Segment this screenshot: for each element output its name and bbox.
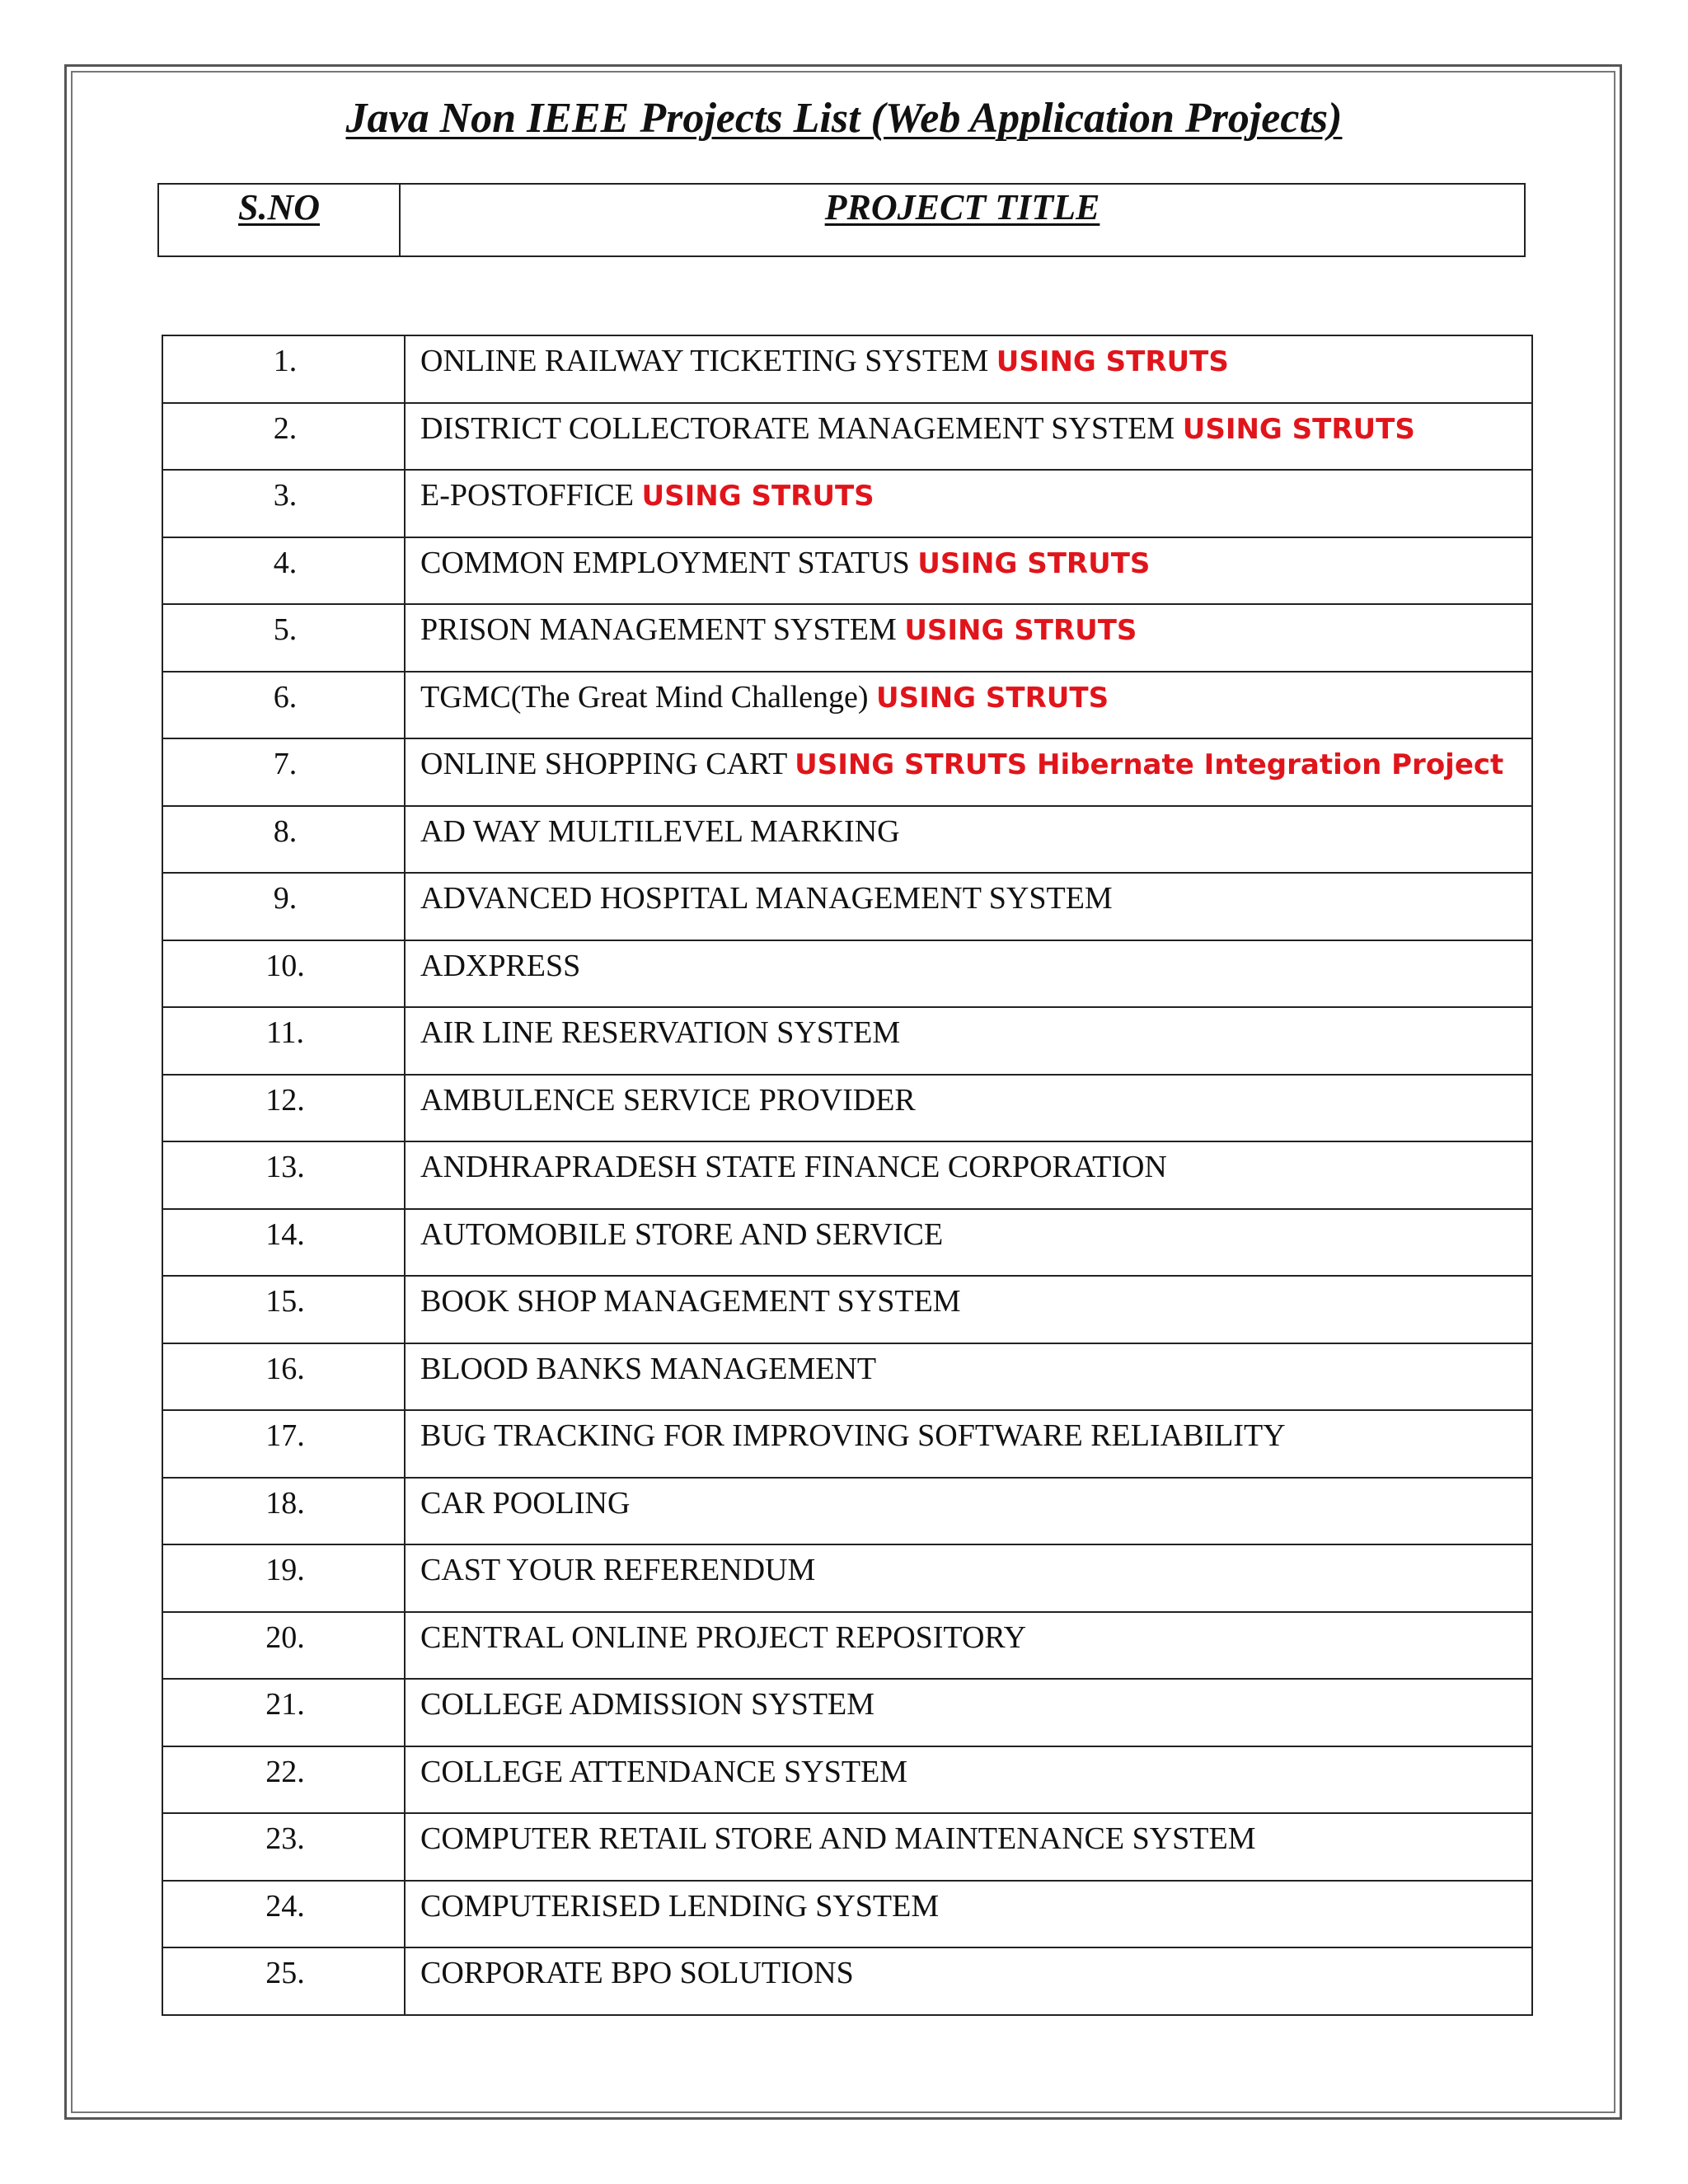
header-sno: S.NO (159, 185, 401, 255)
row-title-cell (406, 1948, 1531, 2014)
row-number: 11. (163, 1008, 406, 1074)
table-row (163, 471, 1531, 538)
technology-tag: USING STRUTS (641, 480, 874, 513)
table-row (163, 1411, 1531, 1479)
row-title-cell (406, 1411, 1531, 1477)
project-title: TGMC(The Great Mind Challenge) (420, 679, 869, 715)
project-title: CAST YOUR REFERENDUM (420, 1553, 816, 1587)
project-title: COMPUTER RETAIL STORE AND MAINTENANCE SYSTEM (420, 1821, 1256, 1856)
row-number: 16. (163, 1344, 406, 1410)
row-title-cell (406, 1882, 1531, 1947)
row-title-cell (406, 1344, 1531, 1410)
row-title-cell (406, 1076, 1531, 1141)
row-number: 7. (163, 739, 406, 805)
project-title: CENTRAL ONLINE PROJECT REPOSITORY (420, 1619, 1027, 1655)
table-row (163, 1142, 1531, 1210)
technology-tag: USING STRUTS (1182, 412, 1415, 446)
project-title: ONLINE RAILWAY TICKETING SYSTEM (420, 344, 989, 378)
row-title-cell (406, 336, 1531, 402)
project-title: COMPUTERISED LENDING SYSTEM (420, 1888, 940, 1924)
project-title: BOOK SHOP MANAGEMENT SYSTEM (420, 1284, 961, 1319)
row-title-cell (406, 1545, 1531, 1611)
table-row (163, 1948, 1531, 2016)
project-title: ONLINE SHOPPING CART (420, 747, 787, 781)
row-title-cell (406, 605, 1531, 671)
table-row (163, 739, 1531, 807)
row-number: 22. (163, 1747, 406, 1813)
row-number: 12. (163, 1076, 406, 1141)
project-title: CORPORATE BPO SOLUTIONS (420, 1956, 854, 1990)
row-title-cell (406, 739, 1531, 805)
row-title-cell (406, 673, 1531, 738)
row-number: 25. (163, 1948, 406, 2014)
table-row (163, 1479, 1531, 1546)
row-number: 17. (163, 1411, 406, 1477)
table-row (163, 1882, 1531, 1949)
project-title: ADXPRESS (420, 948, 581, 983)
row-title-cell (406, 807, 1531, 873)
table-row (163, 1747, 1531, 1815)
row-title-cell (406, 1479, 1531, 1544)
project-title: BUG TRACKING FOR IMPROVING SOFTWARE RELIABILITY (420, 1418, 1286, 1453)
table-row (163, 1344, 1531, 1412)
row-title-cell (406, 1008, 1531, 1074)
technology-tag: USING STRUTS (904, 614, 1137, 647)
row-number: 4. (163, 538, 406, 604)
row-title-cell (406, 1210, 1531, 1276)
header-table (157, 183, 1526, 257)
row-title-cell (406, 1613, 1531, 1679)
projects-table (162, 335, 1533, 2016)
row-number: 20. (163, 1613, 406, 1679)
row-title-cell (406, 941, 1531, 1007)
row-title-cell (406, 471, 1531, 537)
row-title-cell (406, 1680, 1531, 1746)
table-row (163, 1210, 1531, 1277)
row-title-cell (406, 1277, 1531, 1343)
project-title: CAR POOLING (420, 1485, 631, 1521)
table-row (163, 874, 1531, 941)
row-number: 14. (163, 1210, 406, 1276)
row-number: 5. (163, 605, 406, 671)
row-number: 19. (163, 1545, 406, 1611)
row-title-cell (406, 1142, 1531, 1208)
row-number: 21. (163, 1680, 406, 1746)
table-row (163, 807, 1531, 874)
row-title-cell (406, 404, 1531, 470)
row-number: 1. (163, 336, 406, 402)
row-title-cell (406, 874, 1531, 940)
table-row (163, 1814, 1531, 1882)
project-title: AMBULENCE SERVICE PROVIDER (420, 1082, 916, 1118)
project-title: COMMON EMPLOYMENT STATUS (420, 545, 910, 580)
row-number: 6. (163, 673, 406, 738)
table-row (163, 404, 1531, 471)
table-row (163, 1613, 1531, 1680)
table-row (163, 1680, 1531, 1747)
row-number: 15. (163, 1277, 406, 1343)
technology-tag: USING STRUTS Hibernate Integration Project (795, 748, 1504, 781)
row-title-cell (406, 1814, 1531, 1880)
project-title: COLLEGE ATTENDANCE SYSTEM (420, 1754, 908, 1789)
table-row (163, 1008, 1531, 1076)
project-title: AIR LINE RESERVATION SYSTEM (420, 1015, 901, 1050)
row-number: 10. (163, 941, 406, 1007)
table-row (163, 1545, 1531, 1613)
table-row (163, 605, 1531, 673)
technology-tag: USING STRUTS (875, 681, 1109, 715)
table-row (163, 336, 1531, 404)
project-title: COLLEGE ADMISSION SYSTEM (420, 1687, 875, 1722)
project-title: PRISON MANAGEMENT SYSTEM (420, 612, 897, 647)
row-number: 9. (163, 874, 406, 940)
table-row (163, 1277, 1531, 1344)
header-project-title: PROJECT TITLE (824, 187, 1100, 227)
project-title: ADVANCED HOSPITAL MANAGEMENT SYSTEM (420, 881, 1113, 916)
table-row (163, 673, 1531, 740)
row-number: 23. (163, 1814, 406, 1880)
project-title: E-POSTOFFICE (420, 478, 635, 513)
table-row (163, 1076, 1531, 1143)
row-number: 24. (163, 1882, 406, 1947)
project-title: BLOOD BANKS MANAGEMENT (420, 1351, 877, 1386)
row-number: 8. (163, 807, 406, 873)
page-title: Java Non IEEE Projects List (Web Application Projects) (345, 95, 1343, 142)
table-row (163, 941, 1531, 1009)
project-title: ANDHRAPRADESH STATE FINANCE CORPORATION (420, 1150, 1167, 1184)
row-number: 13. (163, 1142, 406, 1208)
technology-tag: USING STRUTS (996, 345, 1229, 378)
row-title-cell (406, 538, 1531, 604)
project-title: AD WAY MULTILEVEL MARKING (420, 813, 900, 849)
table-row (163, 538, 1531, 606)
row-number: 2. (163, 404, 406, 470)
technology-tag: USING STRUTS (917, 546, 1151, 580)
row-title-cell (406, 1747, 1531, 1813)
project-title: DISTRICT COLLECTORATE MANAGEMENT SYSTEM (420, 410, 1175, 446)
row-number: 18. (163, 1479, 406, 1544)
project-title: AUTOMOBILE STORE AND SERVICE (420, 1216, 944, 1252)
row-number: 3. (163, 471, 406, 537)
